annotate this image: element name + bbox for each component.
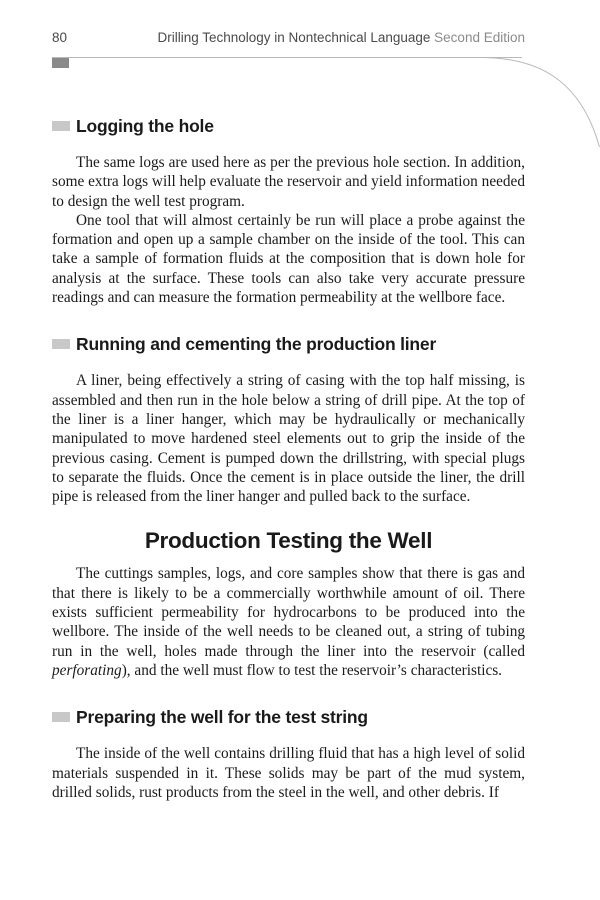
paragraph: The inside of the well contains drilling fluid that has a high level of solid materials suspended in it. These solids may be part of the mud system, drilled solids, rust products from the steel in the well, and other debris. If — [52, 745, 525, 801]
section-heading-text: Logging the hole — [76, 115, 214, 136]
italic-term: perforating — [52, 661, 122, 679]
heading-marker — [52, 339, 70, 349]
paragraph: The same logs are used here as per the previous hole section. In addition, some extra logs will help evaluate the reservoir and yield information needed to design the well test program. — [52, 154, 525, 210]
paragraph-text: The cuttings samples, logs, and core samples show that there is gas and that there is likely to be a commercially worthwhile amount of oil. There exists sufficient permeability for hydrocarbons to be produced into the wellbore. The inside of the well needs to be cleaned out, a string of tubing run in the well, holes made through the liner into the reservoir (called — [52, 565, 525, 660]
edition-label: Second Edition — [434, 30, 525, 45]
section-heading-logging — [52, 113, 525, 139]
page-number: 80 — [52, 30, 68, 45]
header-marker-block — [52, 58, 69, 68]
page-content — [52, 113, 525, 802]
running-title — [157, 30, 525, 45]
section-heading-text: Preparing the well for the test string — [76, 706, 368, 727]
book-title: Drilling Technology in Nontechnical Language — [157, 30, 431, 45]
section-heading-preparing — [52, 704, 525, 730]
heading-marker — [52, 712, 70, 722]
section-heading-liner — [52, 331, 525, 357]
heading-marker — [52, 121, 70, 131]
paragraph-text: ), and the well must flow to test the reservoir’s characteristics. — [121, 661, 503, 679]
paragraph — [52, 564, 525, 680]
chapter-heading: Production Testing the Well — [144, 528, 433, 554]
header-rule — [52, 57, 522, 58]
paragraph: One tool that will almost certainly be run will place a probe against the formation and open up a sample chamber on the inside of the tool. This can take a sample of formation fluids at the composition that is down hole for analysis at the surface. These tools can also take very accurate pressure readings and can measure the formation permeability at the wellbore face. — [52, 211, 525, 307]
section-heading-text: Running and cementing the production liner — [76, 333, 437, 354]
running-header — [52, 30, 525, 48]
paragraph: A liner, being effectively a string of casing with the top half missing, is assembled and then run in the hole below a string of drill pipe. At the top of the liner is a liner hanger, which may be hydraulically or mechanically manipulated to move hardened steel elements out to grip the inside of the previous casing. Cement is pumped down the drillstring, with special plugs to separate the fluids. Once the cement is in place outside the liner, the drill pipe is released from the liner hanger and pulled back to the surface. — [52, 372, 525, 506]
